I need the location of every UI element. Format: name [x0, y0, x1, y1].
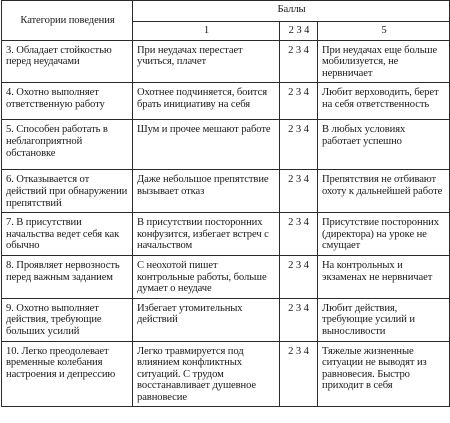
row-score-1-desc: Даже небольшое препятствие вызывает отказ — [133, 170, 280, 213]
row-score-5-desc: Любит верховодить, берет на себя ответственность — [318, 83, 450, 120]
row-score-5-desc: Любит действия, требующие усилий и выносливости — [318, 298, 450, 341]
table-row — [2, 298, 450, 341]
table-row — [2, 341, 450, 407]
behavior-rating-table — [1, 0, 450, 407]
row-score-1-desc: С неохотой пишет контрольные работы, больше думает о неудаче — [133, 255, 280, 298]
row-score-5-desc: Присутствие посторонних (директора) на уроке не смущает — [318, 213, 450, 256]
row-score-1-desc: При неудачах перестает учиться, плачет — [133, 40, 280, 83]
row-score-5-desc: На контрольных и экзаменах не нервничает — [318, 255, 450, 298]
row-score-5-desc: При неудачах еще больше мобилизуется, не нервничает — [318, 40, 450, 83]
header-score-1: 1 — [133, 22, 280, 41]
row-score-mid: 2 3 4 — [280, 255, 318, 298]
row-score-mid: 2 3 4 — [280, 170, 318, 213]
row-score-1-desc: В присутствии посторонних конфузится, избегает встреч с начальством — [133, 213, 280, 256]
table-row — [2, 120, 450, 170]
row-score-5-desc: Препятствия не отбивают охоту к дальнейшей работе — [318, 170, 450, 213]
row-score-mid: 2 3 4 — [280, 83, 318, 120]
row-score-mid: 2 3 4 — [280, 120, 318, 170]
row-score-5-desc: Тяжелые жизненные ситуации не выводят из равновесия. Быстро приходит в себя — [318, 341, 450, 407]
row-score-1-desc: Легко травмируется под влиянием конфликтных ситуаций. С трудом восстанавливает душевное равновесие — [133, 341, 280, 407]
row-score-1-desc: Избегает утомительных действий — [133, 298, 280, 341]
row-category: 7. В присутствии начальства ведет себя как обычно — [2, 213, 133, 256]
row-category: 9. Охотно выполняет действия, требующие больших усилий — [2, 298, 133, 341]
row-category: 8. Проявляет нервозность перед важным заданием — [2, 255, 133, 298]
row-category: 4. Охотно выполняет ответственную работу — [2, 83, 133, 120]
behavior-table-container — [1, 0, 449, 407]
row-score-mid: 2 3 4 — [280, 40, 318, 83]
row-category: 3. Обладает стойкостью перед неудачами — [2, 40, 133, 83]
table-row — [2, 83, 450, 120]
table-row — [2, 255, 450, 298]
table-row — [2, 213, 450, 256]
row-score-5-desc: В любых условиях работает успешно — [318, 120, 450, 170]
row-category: 10. Легко преодолевает временные колебания настроения и депрессию — [2, 341, 133, 407]
row-category: 6. Отказывается от действий при обнаружении препятствий — [2, 170, 133, 213]
row-score-mid: 2 3 4 — [280, 298, 318, 341]
row-score-1-desc: Шум и прочее мешают работе — [133, 120, 280, 170]
row-score-mid: 2 3 4 — [280, 341, 318, 407]
row-score-1-desc: Охотнее подчиняется, боится брать инициативу на себя — [133, 83, 280, 120]
table-row — [2, 170, 450, 213]
table-row — [2, 40, 450, 83]
row-score-mid: 2 3 4 — [280, 213, 318, 256]
header-score-5: 5 — [318, 22, 450, 41]
header-score-2-4: 2 3 4 — [280, 22, 318, 41]
row-category: 5. Способен работать в неблагоприятной обстановке — [2, 120, 133, 170]
header-scores: Баллы — [133, 1, 450, 22]
header-category: Категории поведения — [2, 1, 133, 41]
